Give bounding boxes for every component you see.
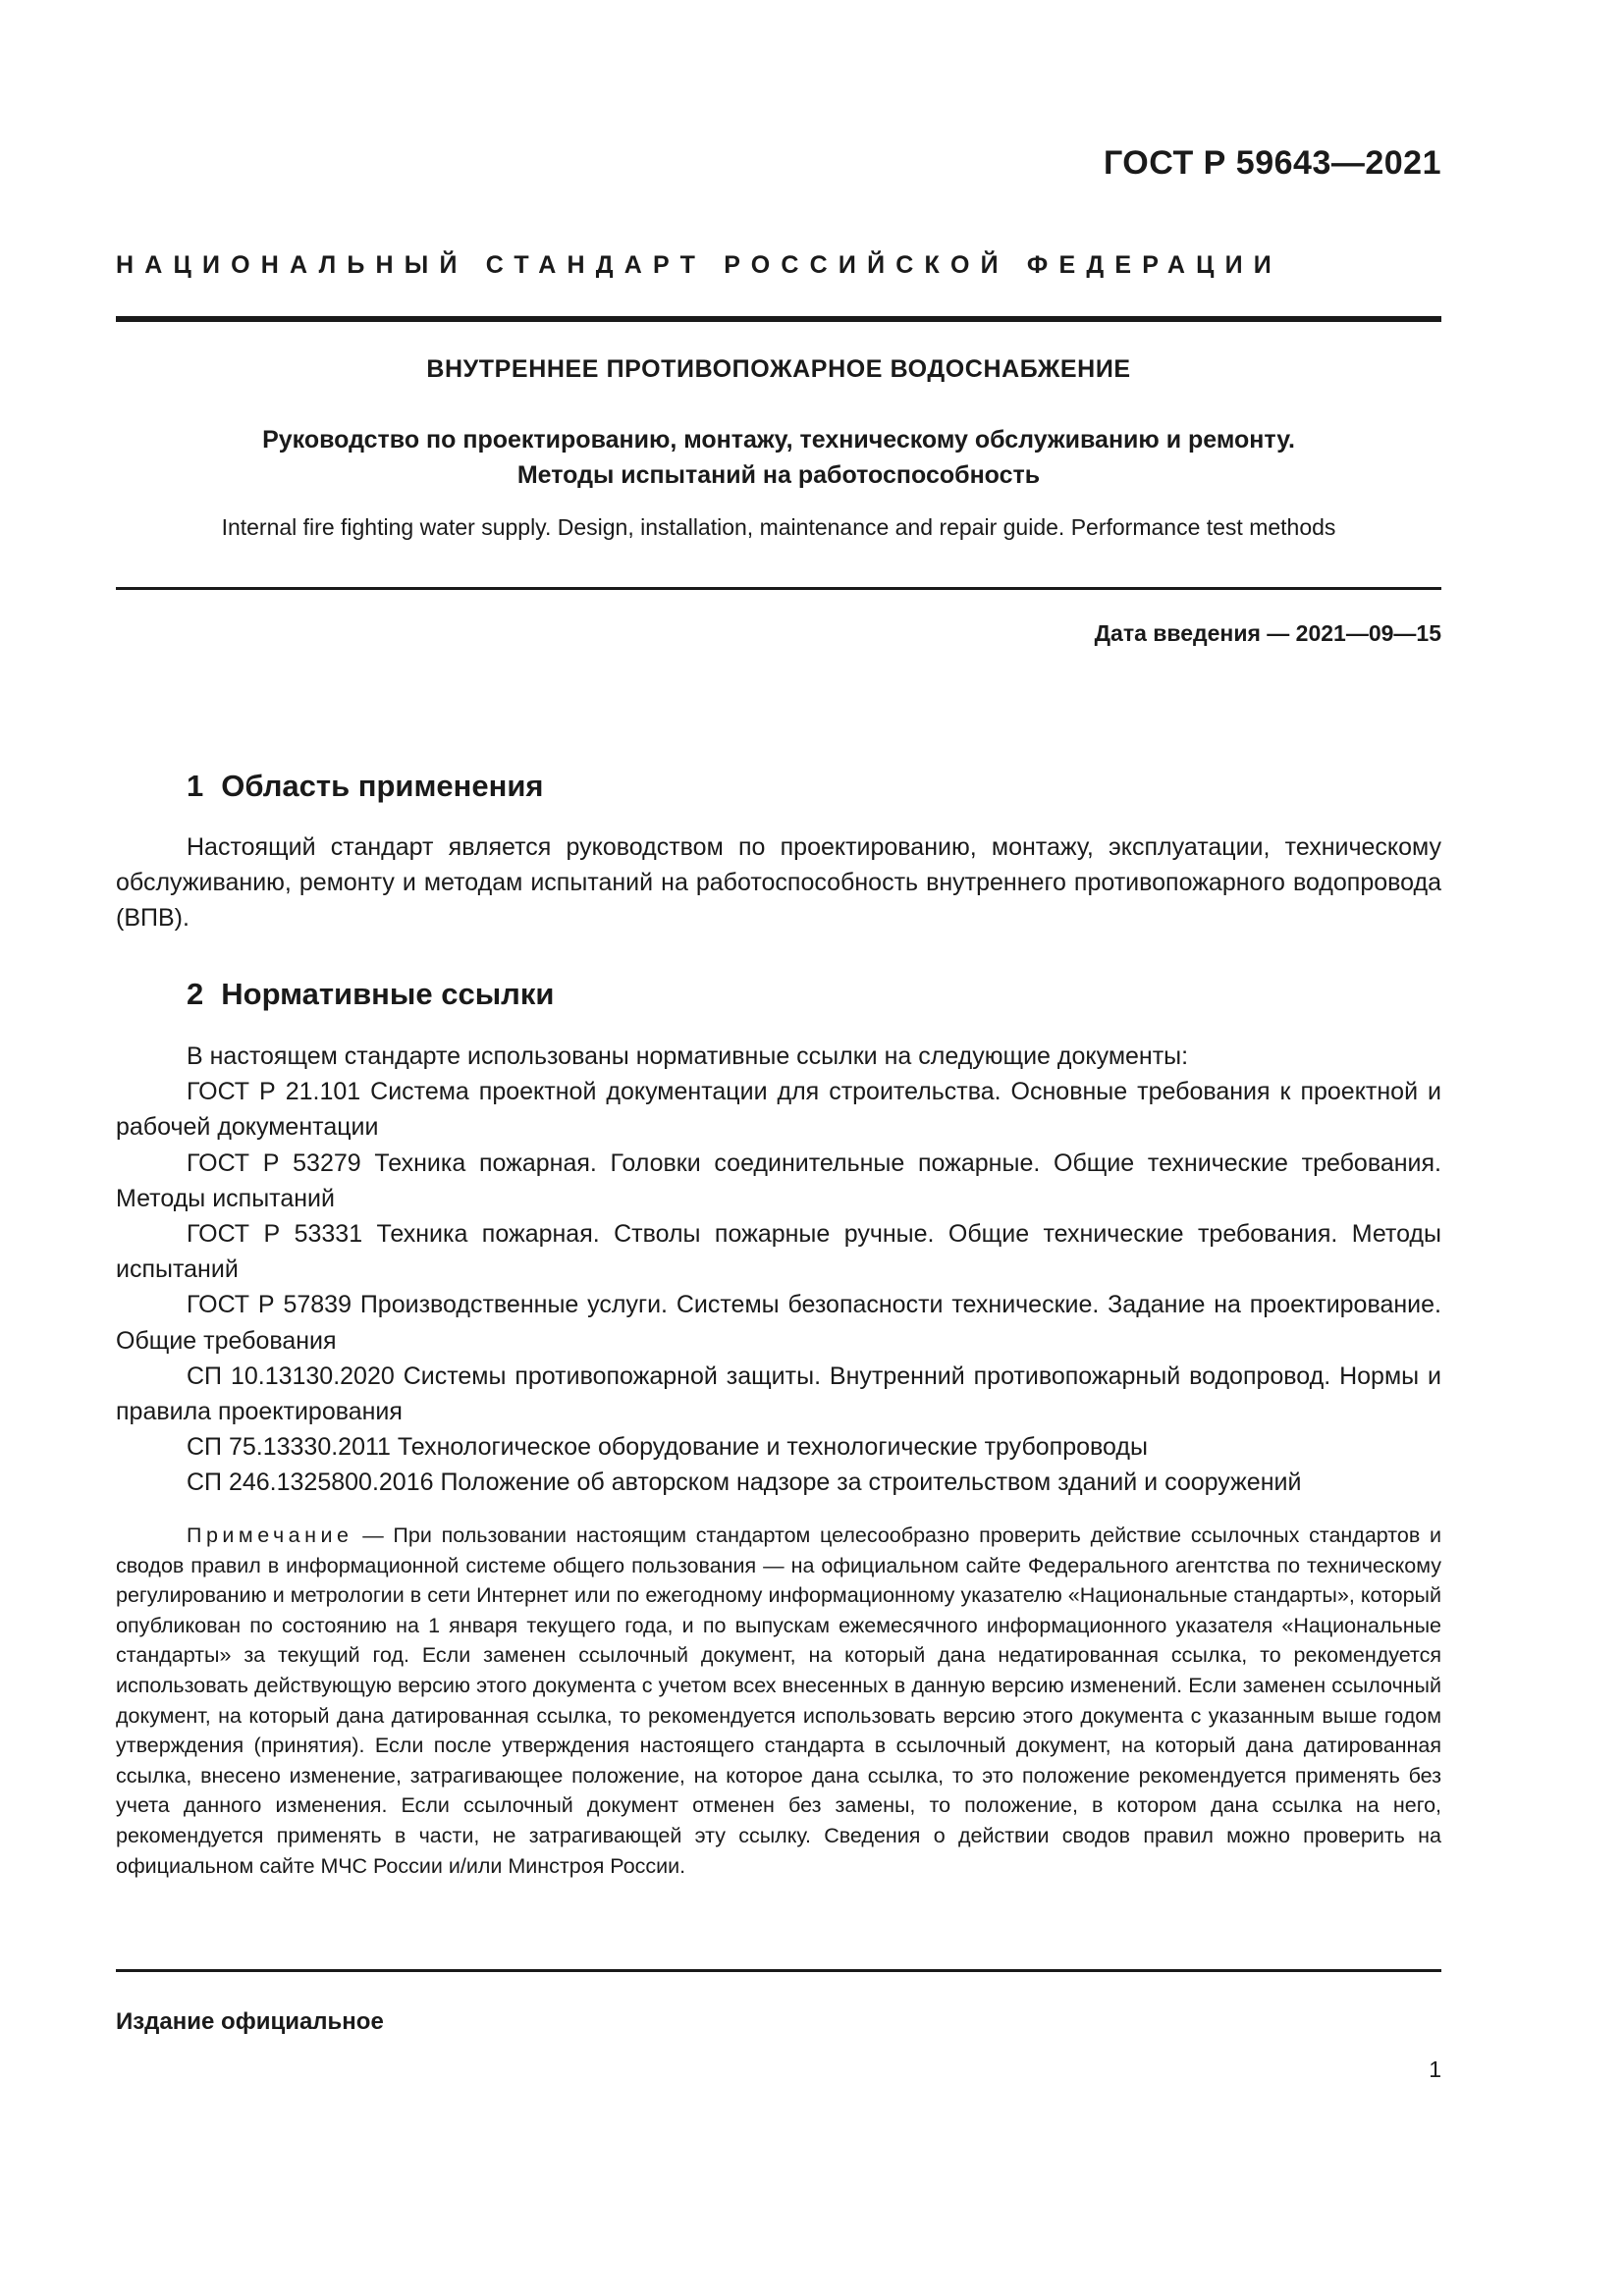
reference-item: СП 246.1325800.2016 Положение об авторском надзоре за строительством зданий и сооружений — [187, 1468, 1302, 1497]
subtitle-line-1: Руководство по проектированию, монтажу, техническому обслуживанию и ремонту. — [262, 426, 1295, 454]
section-2-heading — [187, 977, 554, 1012]
standard-title: ВНУТРЕННЕЕ ПРОТИВОПОЖАРНОЕ ВОДОСНАБЖЕНИЕ — [426, 355, 1131, 383]
reference-item: ГОСТ Р 53331 Техника пожарная. Стволы пожарные ручные. Общие технические требования. Методы испытаний — [116, 1220, 1441, 1284]
national-standard-title: НАЦИОНАЛЬНЫЙ СТАНДАРТ РОССИЙСКОЙ ФЕДЕРАЦИИ — [116, 251, 1282, 279]
section-2-title: Нормативные ссылки — [221, 977, 555, 1011]
references-note — [116, 1521, 1441, 1881]
subtitle-line-2: Методы испытаний на работоспособность — [516, 461, 1041, 489]
page-number: 1 — [1429, 2056, 1441, 2082]
official-edition-label: Издание официальное — [116, 2008, 384, 2035]
title-divider — [116, 587, 1441, 590]
section-1-body — [116, 829, 1441, 935]
section-1-paragraph: Настоящий стандарт является руководством по проектированию, монтажу, эксплуатации, техническому обслуживанию, ремонту и методам испытаний на работоспособность внутреннего противопожарного водопровода (ВПВ). — [116, 833, 1441, 932]
header-divider — [116, 316, 1441, 322]
section-1-heading — [187, 769, 544, 804]
reference-item: СП 75.13330.2011 Технологическое оборудование и технологические трубопроводы — [187, 1433, 1148, 1462]
reference-item: ГОСТ Р 57839 Производственные услуги. Системы безопасности технические. Задание на проектирование. Общие требования — [116, 1291, 1441, 1355]
reference-item: СП 10.13130.2020 Системы противопожарной защиты. Внутренний противопожарный водопровод. Нормы и правила проектирования — [116, 1362, 1441, 1426]
introduction-date: Дата введения — 2021—09—15 — [1094, 620, 1441, 646]
section-1-number: 1 — [187, 769, 204, 803]
reference-item: ГОСТ Р 21.101 Система проектной документации для строительства. Основные требования к проектной и рабочей документации — [116, 1078, 1441, 1142]
note-text: — При пользовании настоящим стандартом целесообразно проверить действие ссылочных стандартов и сводов правил в информационной системе общего пользования — на официальном сайте Федерального агентства по техническому регулированию и метрологии в сети Интернет или по ежегодному информационному указателю «Национальные стандарты», который опубликован по состоянию на 1 января текущего года, и по выпускам ежемесячного информационного указателя «Национальные стандарты» за текущий год. Если заменен ссылочный документ, на который дана недатированная ссылка, то рекомендуется использовать действующую версию этого документа с учетом всех внесенных в данную версию изменений. Если заменен ссылочный документ, на который дана датированная ссылка, то рекомендуется использовать версию этого документа с указанным выше годом утверждения (принятия). Если после утверждения настоящего стандарта в ссылочный документ, на который дана датированная ссылка, внесено изменение, затрагивающее положение, на которое дана ссылка, то это положение рекомендуется применять без учета данного изменения. Если ссылочный документ отменен без замены, то положение, в котором дана ссылка на него, рекомендуется применять в части, не затрагивающей эту ссылку. Сведения о действии сводов правил можно проверить на официальном сайте МЧС России и/или Минстроя России. — [116, 1523, 1441, 1878]
note-label: Примечание — [187, 1523, 353, 1547]
references-intro: В настоящем стандарте использованы нормативные ссылки на следующие документы: — [187, 1042, 1189, 1070]
references-list — [116, 1039, 1441, 1501]
english-title: Internal fire fighting water supply. Design, installation, maintenance and repair guide. Performance test methods — [221, 514, 1336, 540]
section-1-title: Область применения — [221, 769, 544, 803]
footer-divider — [116, 1969, 1441, 1972]
section-2-number: 2 — [187, 977, 204, 1011]
reference-item: ГОСТ Р 53279 Техника пожарная. Головки соединительные пожарные. Общие технические требования. Методы испытаний — [116, 1148, 1441, 1212]
document-number: ГОСТ Р 59643—2021 — [1103, 144, 1441, 182]
document-page — [116, 0, 1441, 2296]
standard-subtitle — [116, 422, 1441, 493]
